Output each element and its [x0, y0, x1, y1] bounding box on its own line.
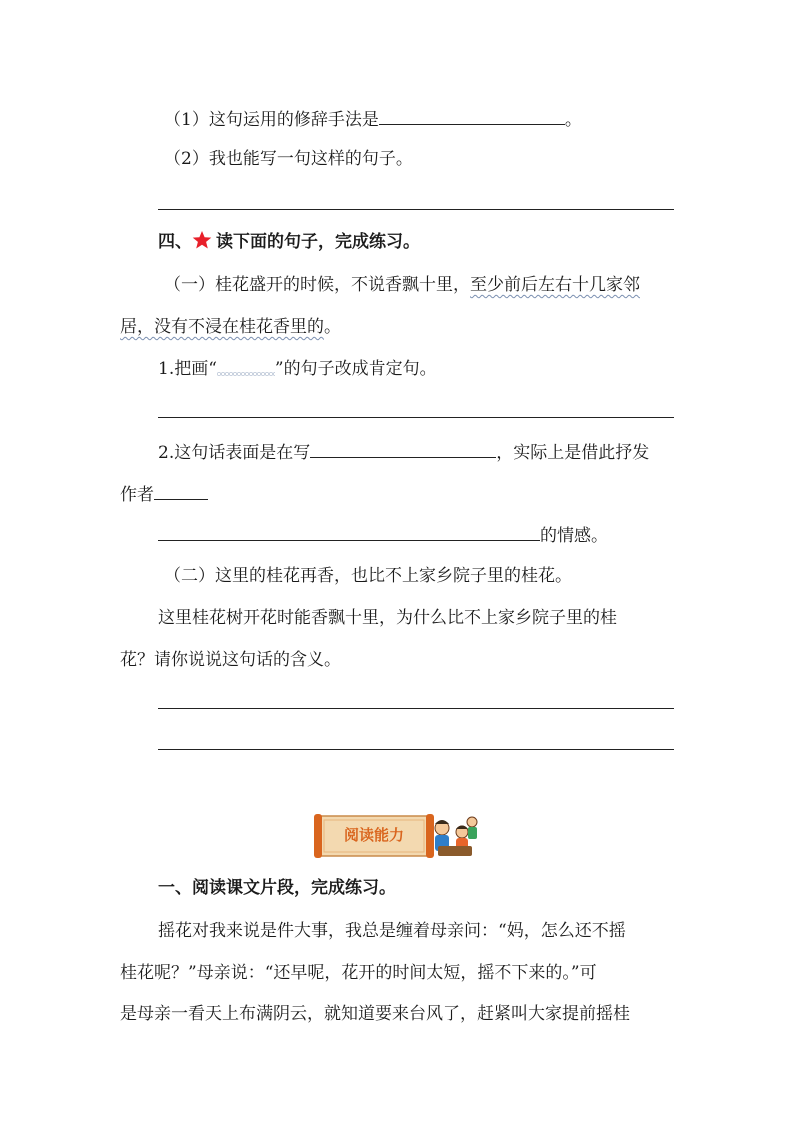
answer-blank-emotion[interactable]	[158, 522, 540, 541]
banner-label: 阅读能力	[343, 826, 404, 844]
item-1	[158, 357, 437, 381]
reading-heading: 一、阅读课文片段，完成练习。	[158, 878, 396, 898]
item-1-suffix: ”的句子改成肯定句。	[274, 359, 437, 379]
item-2-middle: ，实际上是借此抒发	[496, 443, 650, 463]
answer-blank-author-short[interactable]	[154, 481, 208, 500]
section-4-title: 读下面的句子，完成练习。	[216, 232, 420, 252]
question-2: （2）我也能写一句这样的句子。	[164, 149, 413, 169]
part-1-line-2	[120, 315, 341, 339]
answer-blank-surface[interactable]	[310, 439, 496, 458]
reading-line-3: 是母亲一看天上布满阴云，就知道要来台风了，赶紧叫大家提前摇桂	[120, 1004, 630, 1024]
item-2-line-3	[158, 522, 608, 548]
item-2-line-1	[158, 439, 649, 465]
part-1-wavy-text-a: 至少前后左右十几家邻	[470, 275, 640, 295]
part-2-question-line-2: 花？请你说说这句话的含义。	[120, 650, 341, 670]
answer-line-part-2-a[interactable]	[158, 708, 674, 709]
item-2-cont: 作者	[120, 485, 154, 505]
part-1-end: 。	[324, 317, 341, 337]
answer-blank-rhetoric[interactable]	[379, 106, 565, 125]
reading-line-1: 摇花对我来说是件大事，我总是缠着母亲问：“妈，怎么还不摇	[158, 921, 626, 941]
item-2-prefix: 2.这句话表面是在写	[158, 443, 311, 463]
part-1-wavy-text-b: 居，没有不浸在桂花香里的	[120, 317, 324, 337]
star-icon	[192, 230, 212, 250]
part-1-intro: （一）桂花盛开的时候，不说香飘十里，	[164, 275, 470, 295]
item-1-prefix: 1.把画“	[158, 359, 217, 379]
section-4-number: 四、	[158, 232, 192, 252]
part-2-question-line-1: 这里桂花树开花时能香飘十里，为什么比不上家乡院子里的桂	[158, 608, 617, 628]
item-2-end: 的情感。	[540, 526, 608, 546]
answer-line-part-2-b[interactable]	[158, 749, 674, 750]
question-1-label: （1）这句运用的修辞手法是	[164, 110, 379, 130]
answer-line-q2[interactable]	[158, 209, 674, 210]
part-2-text: （二）这里的桂花再香，也比不上家乡院子里的桂花。	[164, 566, 572, 586]
reading-line-2: 桂花呢？”母亲说：“还早呢，花开的时间太短，摇不下来的。”可	[120, 963, 597, 983]
question-1	[164, 106, 582, 132]
item-2-line-2	[120, 481, 208, 507]
wavy-line-sample	[217, 366, 275, 376]
answer-line-item-1[interactable]	[158, 417, 674, 418]
part-1-line-1	[164, 273, 640, 297]
section-4-heading	[158, 230, 420, 254]
reading-ability-banner	[314, 810, 482, 862]
question-1-end: 。	[564, 110, 582, 130]
